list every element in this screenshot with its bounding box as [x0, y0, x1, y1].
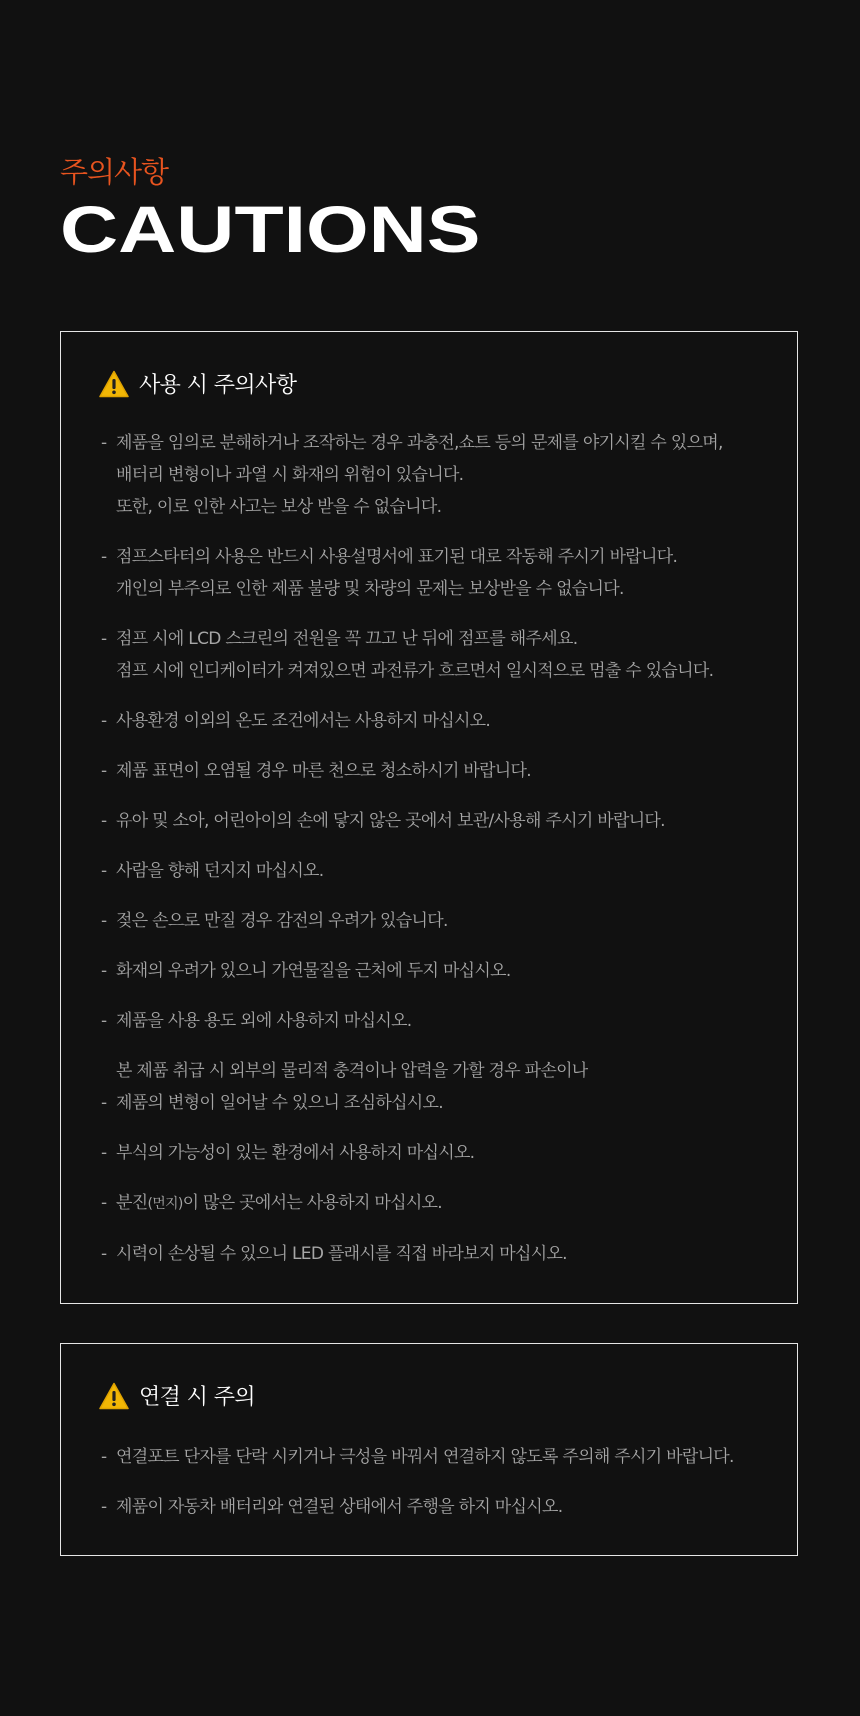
- usage-cautions-list: [101, 427, 767, 1288]
- list-item: - 제품이 자동차 배터리와 연결된 상태에서 주행을 하지 마십시오.: [101, 1497, 563, 1517]
- page-title: CAUTIONS: [60, 192, 481, 266]
- connection-cautions-list: [101, 1441, 767, 1541]
- list-item: - 제품을 임의로 분해하거나 조작하는 경우 과충전,쇼트 등의 문제를 야기시킬 수 있으며, 배터리 변형이나 과열 시 화재의 위험이 있습니다. 또한, 이로 인한 사고는 보상 받을 수 없습니다.: [101, 433, 723, 517]
- warning-icon: [99, 370, 129, 398]
- usage-cautions-heading: [99, 368, 296, 399]
- list-item: - 부식의 가능성이 있는 환경에서 사용하지 마십시오.: [101, 1143, 475, 1163]
- list-item: - 유아 및 소아, 어린아이의 손에 닿지 않은 곳에서 보관/사용해 주시기 바랍니다.: [101, 811, 665, 831]
- list-item: - 사용환경 이외의 온도 조건에서는 사용하지 마십시오.: [101, 711, 491, 731]
- usage-cautions-box: [60, 331, 798, 1304]
- connection-cautions-box: [60, 1343, 798, 1556]
- usage-cautions-title: 사용 시 주의사항: [139, 373, 297, 398]
- list-item: - 사람을 향해 던지지 마십시오.: [101, 861, 324, 881]
- list-item: - 분진(먼지)이 많은 곳에서는 사용하지 마십시오.: [101, 1193, 442, 1213]
- connection-cautions-title: 연결 시 주의: [139, 1385, 256, 1410]
- list-item: - 제품을 사용 용도 외에 사용하지 마십시오.: [101, 1011, 412, 1031]
- page-header: [60, 154, 481, 266]
- list-item: - 제품 표면이 오염될 경우 마른 천으로 청소하시기 바랍니다.: [101, 761, 531, 781]
- list-item: - 점프 시에 LCD 스크린의 전원을 꼭 끄고 난 뒤에 점프를 해주세요. 점프 시에 인디케이터가 켜져있으면 과전류가 흐르면서 일시적으로 멈출 수 있습니다.: [101, 629, 714, 681]
- page-subtitle: 주의사항: [60, 155, 169, 189]
- list-item: - 젖은 손으로 만질 경우 감전의 우려가 있습니다.: [101, 911, 448, 931]
- connection-cautions-heading: [99, 1380, 255, 1411]
- warning-icon: [99, 1382, 129, 1410]
- list-item: - 점프스타터의 사용은 반드시 사용설명서에 표기된 대로 작동해 주시기 바랍니다. 개인의 부주의로 인한 제품 불량 및 차량의 문제는 보상받을 수 없습니다.: [101, 547, 678, 599]
- list-item: - 본 제품 취급 시 외부의 물리적 충격이나 압력을 가할 경우 파손이나 제품의 변형이 일어날 수 있으니 조심하십시오.: [101, 1061, 588, 1113]
- list-item: - 시력이 손상될 수 있으니 LED 플래시를 직접 바라보지 마십시오.: [101, 1244, 567, 1264]
- list-item: - 화재의 우려가 있으니 가연물질을 근처에 두지 마십시오.: [101, 961, 511, 981]
- list-item: - 연결포트 단자를 단락 시키거나 극성을 바꿔서 연결하지 않도록 주의해 주시기 바랍니다.: [101, 1447, 734, 1467]
